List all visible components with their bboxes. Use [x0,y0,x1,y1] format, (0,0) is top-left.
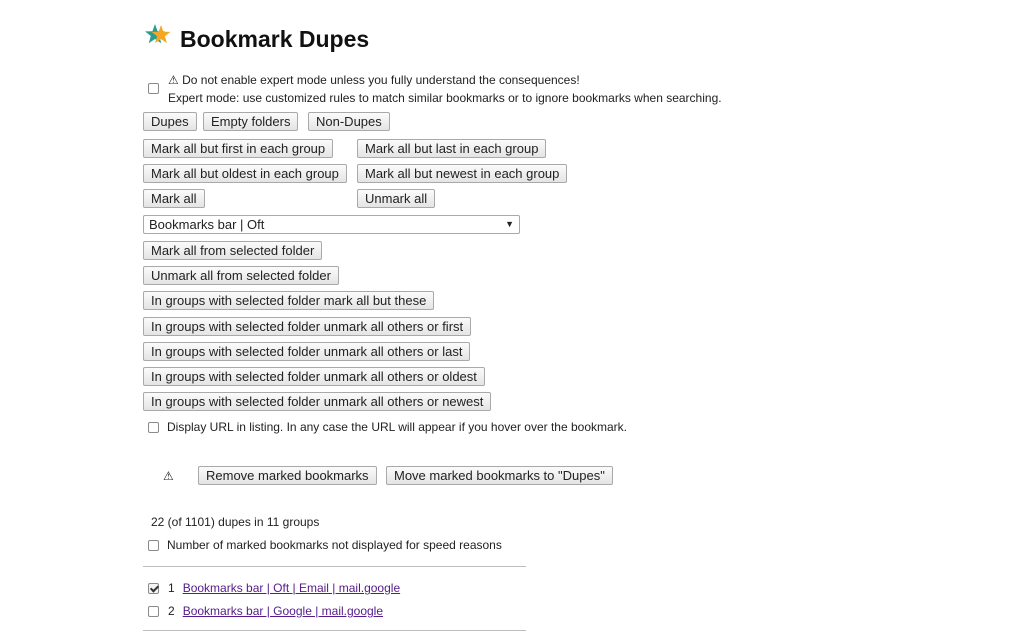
expert-mode-checkbox[interactable] [148,83,159,94]
bookmark-link[interactable]: Bookmarks bar | Oft | Email | mail.google [182,581,401,595]
mark-all-from-folder-button[interactable]: Mark all from selected folder [143,241,322,260]
mark-all-button[interactable]: Mark all [143,189,205,208]
folder-unmark-others-last-button[interactable]: In groups with selected folder unmark all others or last [143,342,470,361]
display-url-row [148,420,627,434]
folder-select[interactable] [143,215,520,234]
warning-icon: ⚠ [163,469,174,483]
not-displayed-label: Number of marked bookmarks not displayed for speed reasons [167,538,502,552]
dupes-button[interactable]: Dupes [143,112,197,131]
folder-unmark-others-oldest-button[interactable]: In groups with selected folder unmark all others or oldest [143,367,485,386]
mark-all-but-oldest-button[interactable]: Mark all but oldest in each group [143,164,347,183]
folder-select-value: Bookmarks bar | Oft [149,217,265,232]
mark-all-but-first-button[interactable]: Mark all but first in each group [143,139,333,158]
bookmark-link[interactable]: Bookmarks bar | Google | mail.google [182,604,384,618]
display-url-label: Display URL in listing. In any case the URL will appear if you hover over the bookmark. [167,420,627,434]
display-url-checkbox[interactable] [148,422,159,433]
list-item [148,604,383,618]
mark-all-but-last-button[interactable]: Mark all but last in each group [357,139,546,158]
divider [143,630,526,631]
folder-mark-all-but-these-button[interactable]: In groups with selected folder mark all but these [143,291,434,310]
remove-marked-button[interactable]: Remove marked bookmarks [198,466,377,485]
page-title: Bookmark Dupes [180,25,370,52]
non-dupes-button[interactable]: Non-Dupes [308,112,390,131]
list-item [148,581,400,595]
unmark-all-button[interactable]: Unmark all [357,189,435,208]
dupes-summary: 22 (of 1101) dupes in 11 groups [151,515,320,529]
chevron-down-icon: ▼ [505,219,514,229]
bookmark-number: 1 [168,581,175,595]
expert-mode-warning: ⚠ Do not enable expert mode unless you fully understand the consequences! [168,73,580,87]
not-displayed-checkbox[interactable] [148,540,159,551]
page-header [143,16,369,56]
unmark-all-from-folder-button[interactable]: Unmark all from selected folder [143,266,339,285]
move-marked-button[interactable]: Move marked bookmarks to "Dupes" [386,466,613,485]
star-logo-icon [143,21,173,51]
folder-unmark-others-newest-button[interactable]: In groups with selected folder unmark all others or newest [143,392,491,411]
not-displayed-row [148,538,502,552]
divider [143,566,526,567]
empty-folders-button[interactable]: Empty folders [203,112,298,131]
bookmark-checkbox[interactable] [148,606,159,617]
mark-all-but-newest-button[interactable]: Mark all but newest in each group [357,164,567,183]
bookmark-checkbox[interactable] [148,583,159,594]
bookmark-number: 2 [168,604,175,618]
folder-unmark-others-first-button[interactable]: In groups with selected folder unmark all others or first [143,317,471,336]
expert-mode-description: Expert mode: use customized rules to match similar bookmarks or to ignore bookmarks when searching. [168,91,722,105]
